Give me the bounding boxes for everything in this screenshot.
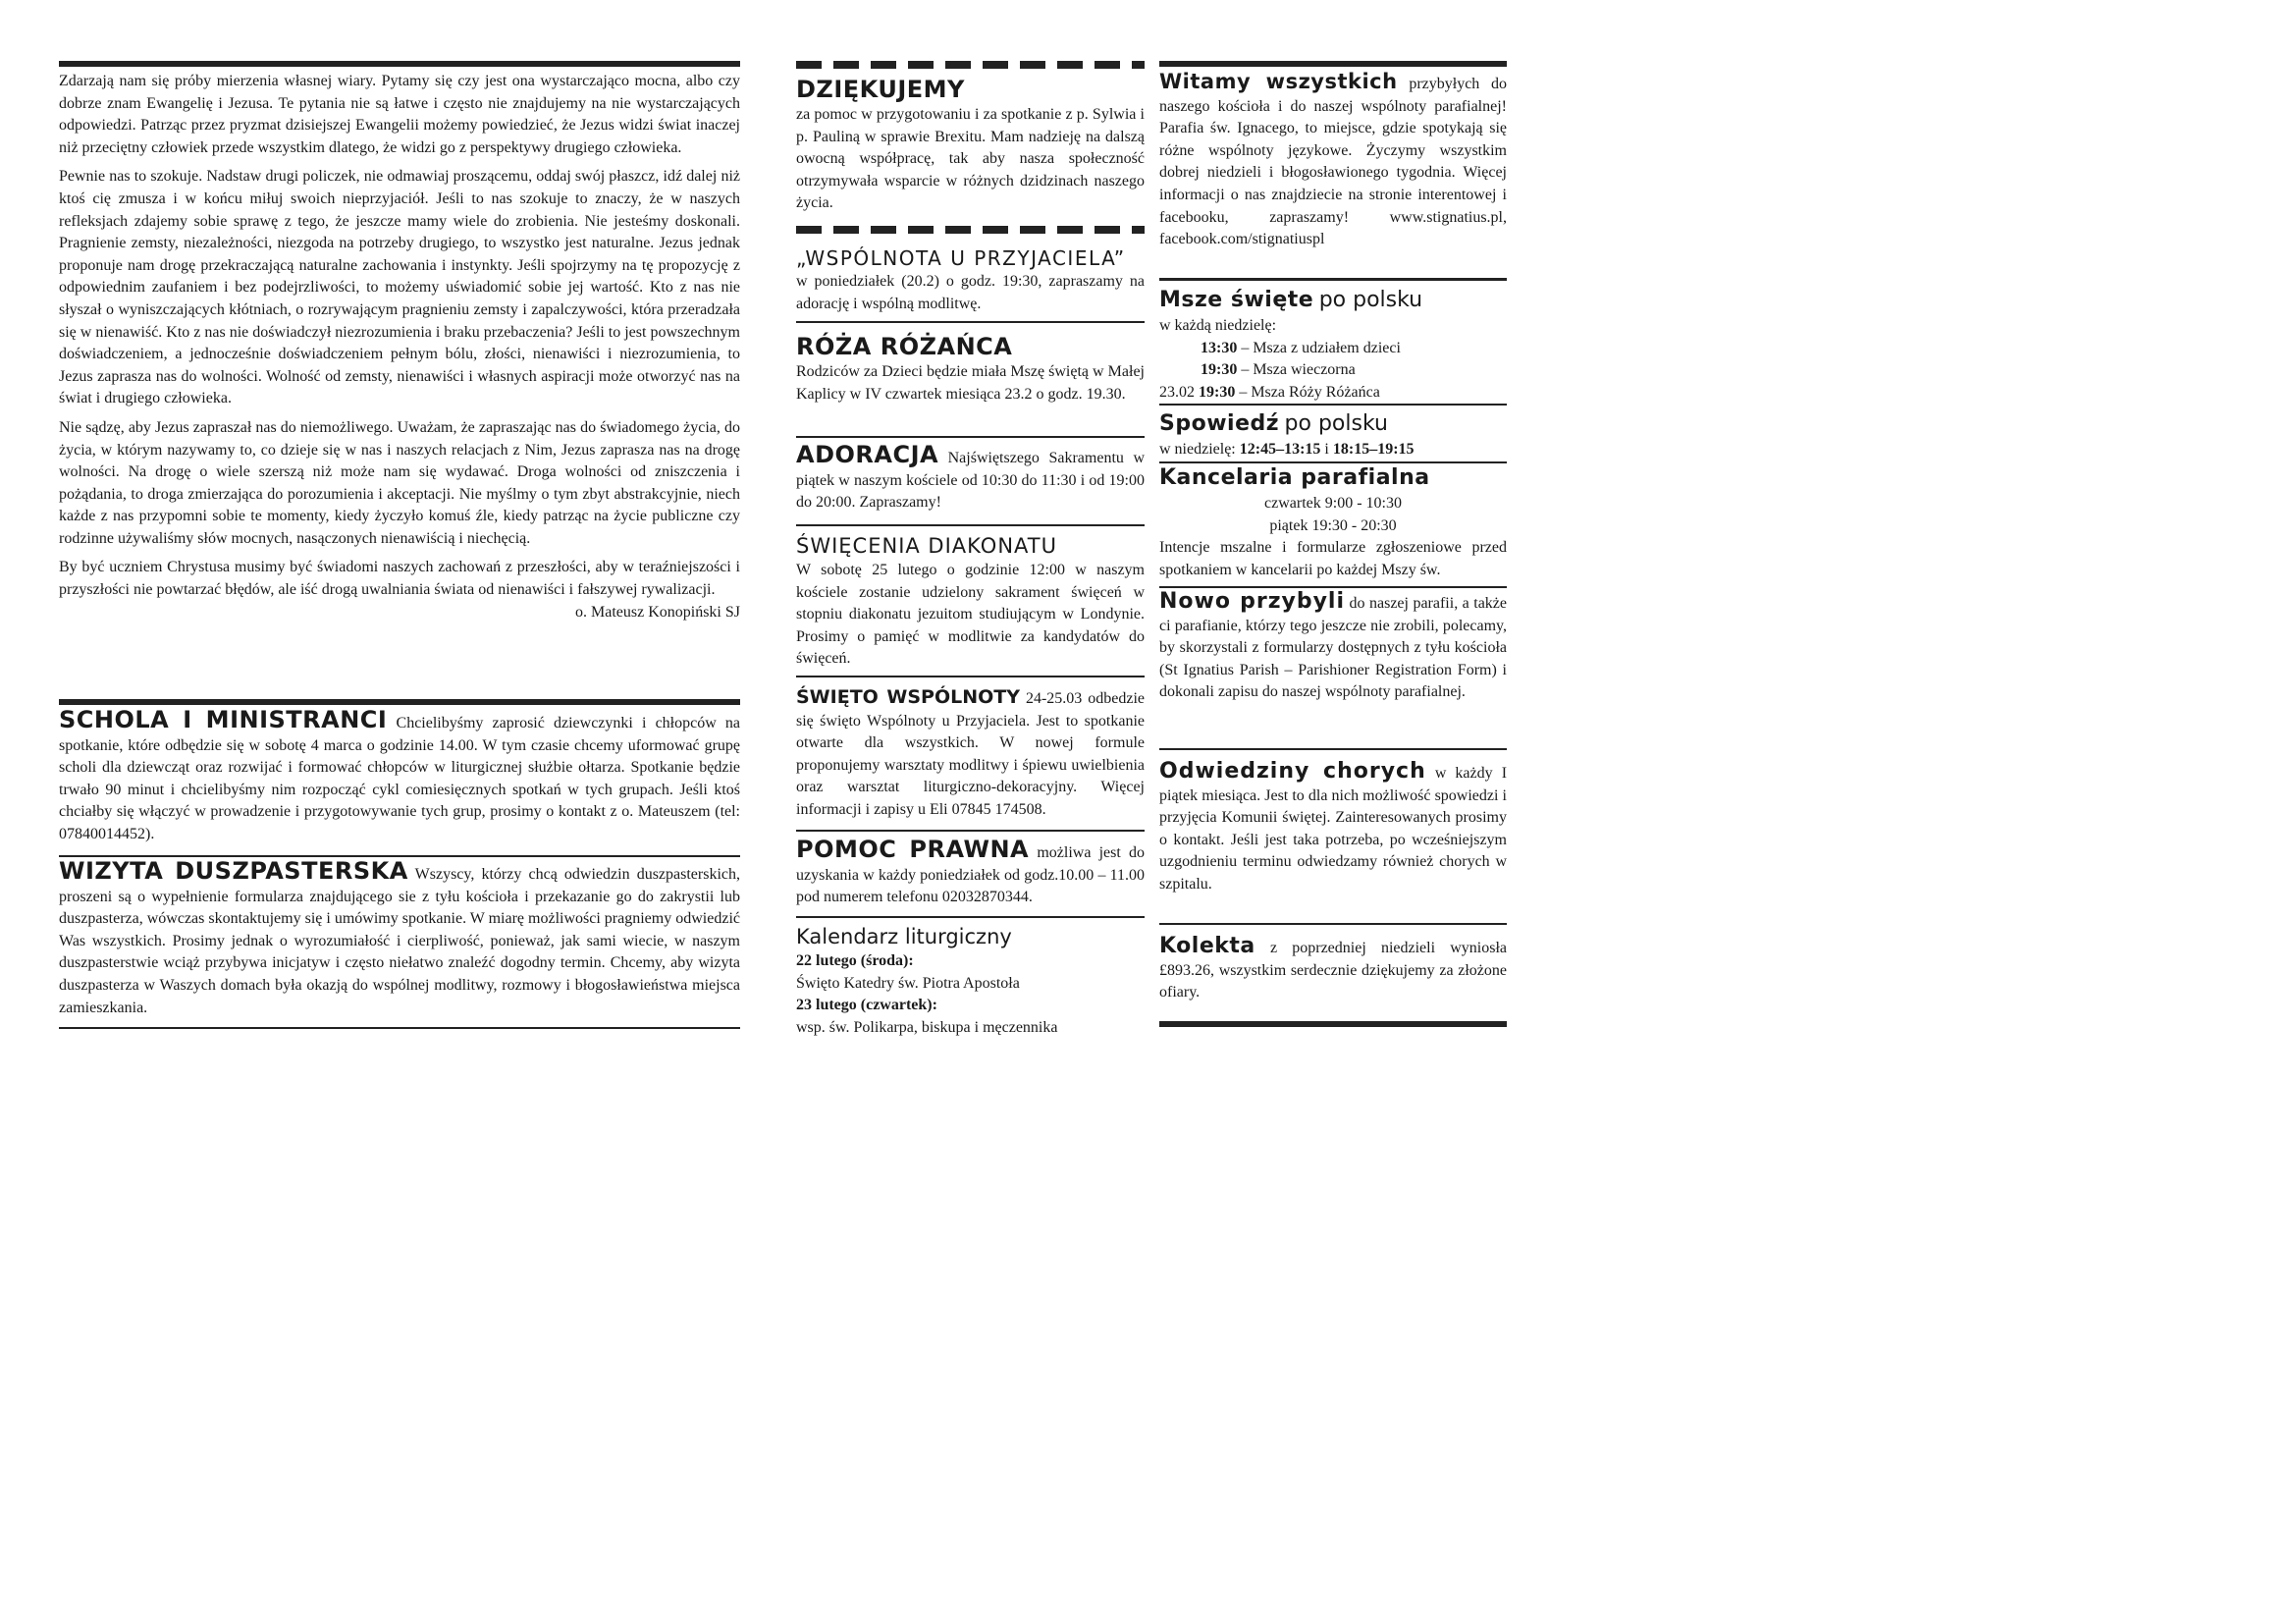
odwiedziny-title: Odwiedziny chorych xyxy=(1159,759,1426,784)
section-rule xyxy=(1159,748,1507,750)
section-rule xyxy=(1159,923,1507,925)
pomoc-section xyxy=(796,836,1146,909)
msze-title xyxy=(1159,285,1507,315)
adoracja-title: ADORACJA xyxy=(796,441,939,468)
msze-desc: – Msza z udziałem dzieci xyxy=(1237,339,1401,356)
section-rule xyxy=(796,676,1145,677)
swiecenia-section xyxy=(796,533,1145,671)
schola-text: Chcielibyśmy zaprosić dziewczynki i chłopców na spotkanie, które odbędzie się w sobotę 4 marca o godzinie 14.00. W tym czasie chcemy uformować grupę scholi dla dziewcząt oraz rozwijać i formować chłopców w liturgicznej służbie ołtarza. Spotkanie będzie trwało 90 minut i chcielibyśmy nim rozpocząć cykl comiesięcznych spotkań w tych grupach. Jeśli ktoś chciałby się włączyć w prowadzenie i przygotowywanie tych grup, prosimy o kontakt z o. Mateuszem (tel: 07840014452). xyxy=(59,715,741,842)
top-rule xyxy=(1159,61,1507,67)
nowo-section xyxy=(1159,591,1507,704)
witamy-text: przybyłych do naszego kościoła i do naszej wspólnoty parafialnej! Parafia św. Ignacego, to miejsce, gdzie spotykają się różne wspólnoty językowe. Życzymy wszystkim dobrej niedzieli i błogosławionego tygodnia. Więcej informacji o nas znajdziecie na stronie interentowej i facebooku, zapraszamy! www.stignatius.pl, facebook.com/stignatiuspl xyxy=(1159,76,1508,248)
spowiedz-title-light: po polsku xyxy=(1284,411,1388,436)
wizyta-text: Wszyscy, którzy chcą odwiedzin duszpasterskich, proszeni są o wypełnienie formularza znajdującego sie z tyłu kościoła i przekazanie go do zakrystii lub duszpasterza, wówczas skontaktujemy się i umówimy spotkanie. W miarę możliwości pragniemy odwiedzić Was wszystkich. Prosimy jednak o wyrozumiałość i cierpliwość, ponieważ, jak sami wiecie, w naszym duszpasterstwie wciąż przybywa inicjatyw i często niełatwo znaleźć dogodny termin. Chcemy, aby wizyta duszpasterza w Waszych domach była okazją do wspólnej modlitwy, rozmowy i błogosławieństwa miejsca zamieszkania. xyxy=(59,866,740,1016)
spowiedz-title xyxy=(1159,408,1507,439)
dziekujemy-title: DZIĘKUJEMY xyxy=(796,76,965,103)
spowiedz-section xyxy=(1159,408,1507,461)
msze-entry xyxy=(1159,338,1507,360)
wizyta-section xyxy=(59,857,740,1019)
wizyta-title: WIZYTA DUSZPASTERSKA xyxy=(59,857,408,885)
kolekta-section xyxy=(1159,936,1507,1004)
kancelaria-section xyxy=(1159,463,1507,581)
pomoc-text: możliwa jest do uzyskania w każdy poniedziałek od godz.10.00 – 11.00 pod numerem telefonu 02032870344. xyxy=(796,844,1146,906)
msze-title-bold: Msze święte xyxy=(1159,288,1314,312)
kalendarz-date: 22 lutego (środa): xyxy=(796,952,914,969)
swiecenia-title: ŚWIĘCENIA DIAKONATU xyxy=(796,534,1057,558)
msze-section xyxy=(1159,285,1507,404)
spowiedz-time-1: 12:45–13:15 xyxy=(1239,441,1321,458)
dashed-rule xyxy=(796,226,1145,234)
msze-time: 19:30 xyxy=(1199,383,1236,401)
spowiedz-title-bold: Spowiedź xyxy=(1159,411,1280,436)
odwiedziny-text: w każdy I piątek miesiąca. Jest to dla nich możliwość spowiedzi i przyjęcia Komunii świętej. Zainteresowanych prosimy o kontakt. Jeśli jest taka potrzeba, po wcześniejszym uzgodnieniu terminu odwiedzamy również chorych w szpitalu. xyxy=(1159,765,1508,893)
kolekta-title: Kolekta xyxy=(1159,934,1255,958)
section-rule xyxy=(796,830,1145,832)
msze-desc: – Msza Róży Różańca xyxy=(1235,383,1380,401)
roza-text: Rodziców za Dzieci będzie miała Mszę świętą w Małej Kaplicy w IV czwartek miesiąca 23.2 o godz. 19.30. xyxy=(796,363,1145,403)
adoracja-section xyxy=(796,441,1146,514)
reflection-article xyxy=(59,71,740,623)
schola-title: SCHOLA I MINISTRANCI xyxy=(59,706,388,733)
msze-time: 19:30 xyxy=(1201,361,1238,379)
schola-section xyxy=(59,706,741,846)
msze-prefix: 23.02 xyxy=(1159,383,1199,401)
spowiedz-times xyxy=(1159,439,1507,461)
swieto-text: 24-25.03 odbedzie się święto Wspólnoty u Przyjaciela. Jest to spotkanie otwarte dla wszystkich. W nowej formule proponujemy warsztaty modlitwy i śpiewu uwielbienia oraz warsztat liturgiczno-dekoracyjny. Więcej informacji i zapisy u Eli 07845 174508. xyxy=(796,690,1145,818)
odwiedziny-section xyxy=(1159,761,1507,896)
dziekujemy-text: za pomoc w przygotowaniu i za spotkanie z p. Sylwia i p. Pauliną w sprawie Brexitu. Mam nadzieję na dalszą owocną współpracę, tak aby nasza społeczność otrzymywała wsparcie w różnych dzidzinach naszego życia. xyxy=(796,106,1145,212)
reflection-paragraph: Zdarzają nam się próby mierzenia własnej wiary. Pytamy się czy jest ona wystarczająco mocna, albo czy dobrze znam Ewangelię i Jezusa. Te pytania nie są łatwe i często nie znajdujemy na nie wystarczających odpowiedzi. Patrząc przez pryzmat dzisiejszej Ewangelii możemy powiedzieć, że Jezus widzi świat inaczej niż przeciętny człowiek przede wszystkim dlatego, że widzi go z perspektywy drugiego człowieka. xyxy=(59,73,740,156)
dziekujemy-section xyxy=(796,75,1145,215)
kalendarz-desc: Święto Katedry św. Piotra Apostoła xyxy=(796,974,1020,992)
msze-intro: w każdą niedzielę: xyxy=(1159,317,1277,334)
adoracja-lead: Najświętszego Sakramentu xyxy=(947,450,1124,466)
section-rule xyxy=(796,436,1145,438)
bottom-rule xyxy=(1159,1021,1507,1027)
kancelaria-hours: czwartek 9:00 - 10:30 xyxy=(1264,495,1402,512)
spowiedz-and: i xyxy=(1320,441,1333,458)
kalendarz-title: Kalendarz liturgiczny xyxy=(796,925,1012,948)
msze-entry xyxy=(1159,382,1507,405)
swieto-section xyxy=(796,686,1145,822)
swieto-title: ŚWIĘTO WSPÓLNOTY xyxy=(796,686,1020,708)
reflection-paragraph: By być uczniem Chrystusa musimy być świadomi naszych zachowań z przeszłości, aby w teraźniejszości i przyszłości nie powtarzać błędów, ale iść drogą uwalniania świata od nienawiści i fałszywej rywalizacji. xyxy=(59,559,740,599)
kalendarz-desc: wsp. św. Polikarpa, biskupa i męczennika xyxy=(796,1018,1058,1036)
wspolnota-title: „WSPÓLNOTA U PRZYJACIELA” xyxy=(796,246,1126,270)
dashed-rule xyxy=(796,61,1145,69)
section-rule xyxy=(796,524,1145,526)
witamy-section xyxy=(1159,71,1507,251)
msze-entry xyxy=(1159,359,1507,382)
kancelaria-hours: piątek 19:30 - 20:30 xyxy=(1269,516,1397,534)
msze-title-light: po polsku xyxy=(1318,288,1423,312)
section-rule xyxy=(796,321,1145,323)
spowiedz-time-2: 18:15–19:15 xyxy=(1332,441,1415,458)
msze-desc: – Msza wieczorna xyxy=(1237,361,1356,379)
pomoc-title: POMOC PRAWNA xyxy=(796,836,1030,863)
adoracja-text: w piątek w naszym kościele od 10:30 do 11:30 i od 19:00 do 20:00. Zapraszamy! xyxy=(796,450,1146,512)
wspolnota-section xyxy=(796,245,1145,315)
msze-time: 13:30 xyxy=(1201,339,1238,356)
nowo-text: do naszej parafii, a także ci parafianie, którzy tego jeszcze nie zrobili, polecamy, by skorzystali z formularzy dostępnych z tyłu kościoła (St Ignatius Parish – Parishioner Registration Form) i dokonali zapisu do naszej wspólnoty parafialnej. xyxy=(1159,595,1508,701)
section-rule xyxy=(59,699,740,705)
witamy-title: Witamy wszystkich xyxy=(1159,70,1398,93)
swiecenia-text: W sobotę 25 lutego o godzinie 12:00 w naszym kościele zostanie udzielony sakrament święceń w stopniu diakonatu jezuitom studiującym w Londynie. Prosimy o pamięć w modlitwie za kandydatów do święceń. xyxy=(796,562,1145,668)
bottom-rule xyxy=(59,1027,740,1029)
section-rule xyxy=(1159,404,1507,406)
reflection-paragraph: Nie sądzę, aby Jezus zapraszał nas do niemożliwego. Uważam, że zapraszając nas do świadomego życia, do życia, w którym nazywamy to, co dzieje się w nas i naszych relacjach z Nim, Jezus zaprasza nas na drogę wolności. Na drogę o wiele szerszą niż może nam się wydawać. Droga wolności od zniszczenia i pożądania, to droga zmierzająca do porozumienia i akceptacji. Nie myślmy o tym zbyt abstrakcyjnie, niech każde z nas przypomni sobie te momenty, kiedy życzyło komuś źle, kiedy patrząc na życie publiczne czy rodzinne używaliśmy słów mocnych, nasączonych nienawiścią i niechęcią. xyxy=(59,418,740,547)
top-rule xyxy=(59,61,740,67)
kalendarz-date: 23 lutego (czwartek): xyxy=(796,997,937,1014)
section-rule xyxy=(1159,278,1507,281)
kancelaria-title: Kancelaria parafialna xyxy=(1159,465,1430,490)
reflection-paragraph: Pewnie nas to szokuje. Nadstaw drugi policzek, nie odmawiaj proszącemu, oddaj swój płaszcz, idź dalej niż ktoś cię zmusza i w końcu miłuj swoich nieprzyjaciół. Jeśli to nas szokuje to znaczy, że w naszych refleksjach zdajemy sobie sprawę z tego, że jeszcze mamy wiele do zrobienia. Nie jesteśmy doskonali. Pragnienie zemsty, niezależności, niezgoda na potrzeby drugiego, to wszystko jest naturalne. Jezus jednak proponuje nam drogę przekraczającą naturalne zachowania i instynkty. Jeśli spojrzymy na tę propozycję z odpowiednim zaufaniem i bez podejrzliwości, to możemy uświadomić sobie jej wartość. Kto z nas nie słyszał o wyniszczających kłótniach, o rozrywającym pragnieniu zemsty i zapalczywości, która przeradzała się w nienawiść. Kto z nas nie doświadczył niezrozumienia i braku przebaczenia? Jeśli to jest powszechnym doświadczeniem, a jednocześnie doświadczeniem pełnym bólu, złości, nienawiści i niezrozumienia, to Jezus zaprasza nas do wolności. Wolność od zemsty, nienawiści i własnych aspiracji może otworzyć nas na świat i drugiego człowieka. xyxy=(59,168,740,407)
roza-section xyxy=(796,332,1145,406)
roza-title: RÓŻA RÓŻAŃCA xyxy=(796,333,1013,360)
nowo-title: Nowo przybyli xyxy=(1159,589,1346,614)
kalendarz-section xyxy=(796,923,1145,1039)
section-rule xyxy=(796,916,1145,918)
section-rule xyxy=(1159,586,1507,588)
kancelaria-text: Intencje mszalne i formularze zgłoszeniowe przed spotkaniem w kancelarii po każdej Mszy św. xyxy=(1159,539,1507,578)
kalendarz-entry xyxy=(796,950,1145,1039)
author-signature: o. Mateusz Konopiński SJ xyxy=(575,603,740,621)
spowiedz-lead: w niedzielę: xyxy=(1159,441,1240,458)
wspolnota-text: w poniedziałek (20.2) o godz. 19:30, zapraszamy na adorację i wspólną modlitwę. xyxy=(796,273,1145,312)
kolekta-text: z poprzedniej niedzieli wyniosła £893.26, wszystkim serdecznie dziękujemy za złożone ofiary. xyxy=(1159,940,1508,1001)
